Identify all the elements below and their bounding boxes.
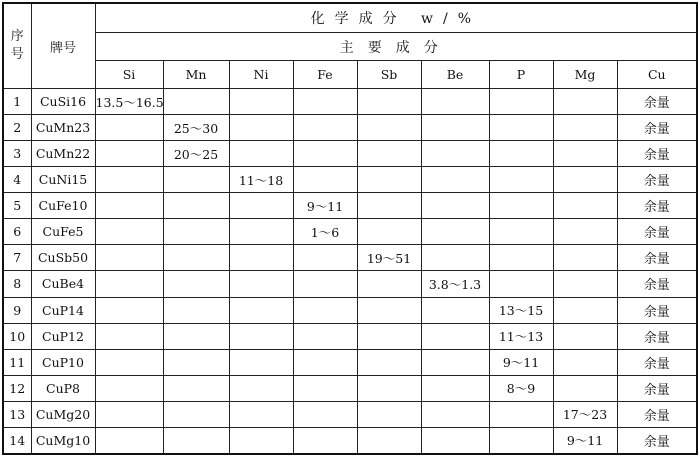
- table-row: [3, 271, 697, 297]
- be-cell: [421, 375, 489, 401]
- element-header: Sb: [357, 61, 421, 89]
- cu-cell: 余量: [617, 401, 697, 427]
- row-brand-cell: CuSb50: [31, 245, 95, 271]
- p-cell: 9～11: [489, 349, 553, 375]
- p-cell: [489, 427, 553, 454]
- mn-cell: [163, 375, 229, 401]
- p-cell: [489, 141, 553, 167]
- sb-cell: [357, 427, 421, 454]
- row-seq-cell: 5: [3, 193, 31, 219]
- table-row: [3, 141, 697, 167]
- sb-cell: [357, 141, 421, 167]
- row-brand-cell: CuFe5: [31, 219, 95, 245]
- mg-cell: [553, 141, 617, 167]
- mg-cell: [553, 349, 617, 375]
- cu-cell: 余量: [617, 349, 697, 375]
- fe-cell: [293, 349, 357, 375]
- mn-cell: [163, 245, 229, 271]
- row-seq-cell: 12: [3, 375, 31, 401]
- fe-cell: [293, 375, 357, 401]
- table-row: [3, 427, 697, 454]
- si-cell: [95, 375, 163, 401]
- si-cell: [95, 219, 163, 245]
- p-cell: [489, 193, 553, 219]
- cu-cell: 余量: [617, 297, 697, 323]
- si-cell: [95, 323, 163, 349]
- row-seq-cell: 14: [3, 427, 31, 454]
- be-cell: [421, 89, 489, 115]
- chem-composition-title: 化学成分 w/%: [95, 3, 697, 33]
- row-brand-cell: CuP14: [31, 297, 95, 323]
- ni-cell: [229, 89, 293, 115]
- mn-cell: [163, 401, 229, 427]
- si-cell: [95, 427, 163, 454]
- fe-cell: 1～6: [293, 219, 357, 245]
- ni-cell: [229, 245, 293, 271]
- sb-cell: [357, 219, 421, 245]
- be-cell: [421, 193, 489, 219]
- be-cell: [421, 401, 489, 427]
- row-seq-cell: 2: [3, 115, 31, 141]
- row-brand-cell: CuBe4: [31, 271, 95, 297]
- mn-cell: [163, 323, 229, 349]
- mg-cell: [553, 323, 617, 349]
- mg-cell: [553, 271, 617, 297]
- row-seq-cell: 9: [3, 297, 31, 323]
- cu-cell: 余量: [617, 245, 697, 271]
- table-row: [3, 323, 697, 349]
- be-cell: 3.8～1.3: [421, 271, 489, 297]
- mn-cell: [163, 167, 229, 193]
- row-seq-cell: 13: [3, 401, 31, 427]
- si-cell: [95, 141, 163, 167]
- sb-cell: [357, 89, 421, 115]
- element-header: Si: [95, 61, 163, 89]
- fe-cell: [293, 297, 357, 323]
- cu-cell: 余量: [617, 271, 697, 297]
- ni-cell: [229, 323, 293, 349]
- table-row: [3, 375, 697, 401]
- element-header: Be: [421, 61, 489, 89]
- si-cell: [95, 401, 163, 427]
- mg-cell: [553, 115, 617, 141]
- mg-cell: [553, 193, 617, 219]
- brand-header: 牌号: [31, 3, 95, 89]
- mg-cell: 17～23: [553, 401, 617, 427]
- p-cell: 13～15: [489, 297, 553, 323]
- table-row: [3, 193, 697, 219]
- si-cell: [95, 245, 163, 271]
- table-header: [3, 3, 697, 89]
- ni-cell: [229, 349, 293, 375]
- p-cell: [489, 115, 553, 141]
- row-brand-cell: CuFe10: [31, 193, 95, 219]
- fe-cell: [293, 427, 357, 454]
- si-cell: [95, 271, 163, 297]
- fe-cell: [293, 323, 357, 349]
- table-row: [3, 89, 697, 115]
- mg-cell: 9～11: [553, 427, 617, 454]
- sb-cell: [357, 193, 421, 219]
- row-brand-cell: CuP8: [31, 375, 95, 401]
- element-header: Ni: [229, 61, 293, 89]
- p-cell: [489, 271, 553, 297]
- ni-cell: 11～18: [229, 167, 293, 193]
- row-brand-cell: CuMn23: [31, 115, 95, 141]
- si-cell: [95, 167, 163, 193]
- mn-cell: [163, 349, 229, 375]
- table-row: [3, 401, 697, 427]
- be-cell: [421, 115, 489, 141]
- ni-cell: [229, 401, 293, 427]
- ni-cell: [229, 193, 293, 219]
- p-cell: [489, 401, 553, 427]
- row-brand-cell: CuMn22: [31, 141, 95, 167]
- ni-cell: [229, 271, 293, 297]
- cu-cell: 余量: [617, 323, 697, 349]
- row-seq-cell: 6: [3, 219, 31, 245]
- composition-table: [2, 2, 698, 455]
- mg-cell: [553, 89, 617, 115]
- cu-cell: 余量: [617, 115, 697, 141]
- sb-cell: 19～51: [357, 245, 421, 271]
- p-cell: [489, 245, 553, 271]
- mn-cell: [163, 297, 229, 323]
- element-header-row: [3, 61, 697, 89]
- row-brand-cell: CuP12: [31, 323, 95, 349]
- sb-cell: [357, 349, 421, 375]
- p-cell: [489, 219, 553, 245]
- cu-cell: 余量: [617, 219, 697, 245]
- row-seq-cell: 10: [3, 323, 31, 349]
- p-cell: [489, 89, 553, 115]
- mn-cell: [163, 193, 229, 219]
- fe-cell: [293, 271, 357, 297]
- si-cell: [95, 349, 163, 375]
- sb-cell: [357, 323, 421, 349]
- seq-header: [3, 3, 31, 89]
- table-row: [3, 245, 697, 271]
- table-row: [3, 349, 697, 375]
- table-row: [3, 297, 697, 323]
- sb-cell: [357, 271, 421, 297]
- mg-cell: [553, 375, 617, 401]
- row-seq-cell: 11: [3, 349, 31, 375]
- be-cell: [421, 245, 489, 271]
- be-cell: [421, 141, 489, 167]
- ni-cell: [229, 219, 293, 245]
- fe-cell: [293, 245, 357, 271]
- p-cell: [489, 167, 553, 193]
- mn-cell: [163, 271, 229, 297]
- row-seq-cell: 8: [3, 271, 31, 297]
- mg-cell: [553, 245, 617, 271]
- mn-cell: [163, 219, 229, 245]
- fe-cell: [293, 167, 357, 193]
- cu-cell: 余量: [617, 427, 697, 454]
- si-cell: 13.5～16.5: [95, 89, 163, 115]
- be-cell: [421, 349, 489, 375]
- sb-cell: [357, 115, 421, 141]
- si-cell: [95, 115, 163, 141]
- si-cell: [95, 297, 163, 323]
- ni-cell: [229, 375, 293, 401]
- row-brand-cell: CuSi16: [31, 89, 95, 115]
- element-header: P: [489, 61, 553, 89]
- row-seq-cell: 1: [3, 89, 31, 115]
- p-cell: 11～13: [489, 323, 553, 349]
- mn-cell: [163, 427, 229, 454]
- main-composition-subtitle: 主要成分: [95, 33, 697, 61]
- row-brand-cell: CuNi15: [31, 167, 95, 193]
- row-brand-cell: CuMg20: [31, 401, 95, 427]
- mn-cell: 20～25: [163, 141, 229, 167]
- row-seq-cell: 7: [3, 245, 31, 271]
- fe-cell: [293, 141, 357, 167]
- fe-cell: [293, 89, 357, 115]
- ni-cell: [229, 297, 293, 323]
- cu-cell: 余量: [617, 375, 697, 401]
- cu-cell: 余量: [617, 167, 697, 193]
- cu-cell: 余量: [617, 141, 697, 167]
- table-body: [3, 89, 697, 455]
- be-cell: [421, 297, 489, 323]
- sb-cell: [357, 401, 421, 427]
- mg-cell: [553, 167, 617, 193]
- table-row: [3, 167, 697, 193]
- table-row: [3, 219, 697, 245]
- element-header: Mn: [163, 61, 229, 89]
- sb-cell: [357, 167, 421, 193]
- mn-cell: [163, 89, 229, 115]
- element-header: Mg: [553, 61, 617, 89]
- fe-cell: [293, 401, 357, 427]
- be-cell: [421, 167, 489, 193]
- element-header: Cu: [617, 61, 697, 89]
- cu-cell: 余量: [617, 193, 697, 219]
- fe-cell: 9～11: [293, 193, 357, 219]
- cu-cell: 余量: [617, 89, 697, 115]
- row-brand-cell: CuMg10: [31, 427, 95, 454]
- row-seq-cell: 4: [3, 167, 31, 193]
- ni-cell: [229, 141, 293, 167]
- mg-cell: [553, 297, 617, 323]
- be-cell: [421, 427, 489, 454]
- row-seq-cell: 3: [3, 141, 31, 167]
- row-brand-cell: CuP10: [31, 349, 95, 375]
- be-cell: [421, 219, 489, 245]
- mg-cell: [553, 219, 617, 245]
- sb-cell: [357, 375, 421, 401]
- be-cell: [421, 323, 489, 349]
- table-row: [3, 115, 697, 141]
- fe-cell: [293, 115, 357, 141]
- mn-cell: 25～30: [163, 115, 229, 141]
- ni-cell: [229, 115, 293, 141]
- sb-cell: [357, 297, 421, 323]
- p-cell: 8～9: [489, 375, 553, 401]
- ni-cell: [229, 427, 293, 454]
- si-cell: [95, 193, 163, 219]
- element-header: Fe: [293, 61, 357, 89]
- seq-header-text: 序号: [10, 29, 24, 62]
